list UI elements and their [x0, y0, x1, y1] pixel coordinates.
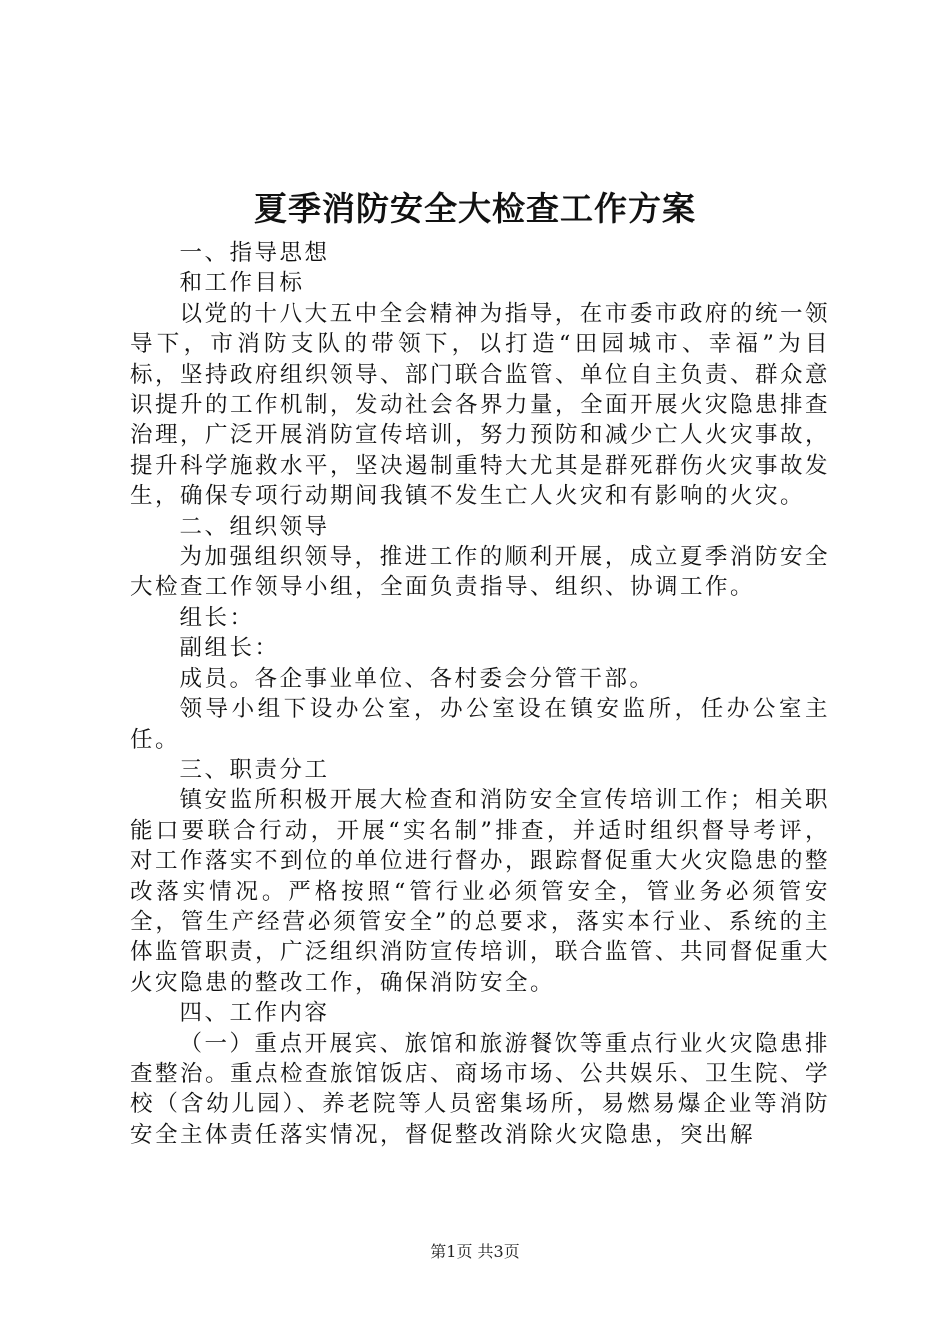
members-line: 成员。各企事业单位、各村委会分管干部。 [179, 665, 655, 692]
paragraph-organization: 为加强组织领导，推进工作的顺利开展，成立夏季消防安全大检查工作领导小组，全面负责指导、组织、协调工作。 [130, 544, 830, 601]
section-heading-2: 二、组织领导 [179, 513, 330, 540]
paragraph-responsibilities: 镇安监所积极开展大检查和消防安全宣传培训工作；相关职能口要联合行动，开展“实名制”排查，并适时组织督导考评，对工作落实不到位的单位进行督办，跟踪督促重大火灾隐患的整改落实情况。严格按照“管行业必须管安全，管业务必须管安全，管生产经营必须管安全”的总要求，落实本行业、系统的主体监管职责，广泛组织消防宣传培训，联合监管、共同督促重大火灾隐患的整改工作，确保消防安全。 [130, 787, 831, 996]
leader-line: 组长： [179, 604, 255, 631]
section-heading-4: 四、工作内容 [179, 1000, 330, 1027]
paragraph-work-content-1: （一）重点开展宾、旅馆和旅游餐饮等重点行业火灾隐患排查整治。重点检查旅馆饭店、商场市场、公共娱乐、卫生院、学校（含幼儿园）、养老院等人员密集场所，易燃易爆企业等消防安全主体责任落实情况，督促整改消除火灾隐患，突出解 [130, 1030, 831, 1148]
deputy-leader-line: 副组长： [179, 635, 280, 662]
section-heading-3: 三、职责分工 [179, 756, 330, 783]
document-body [130, 238, 830, 1150]
page-number: 第1页 共3页 [430, 1242, 520, 1261]
office-line: 领导小组下设办公室，办公室设在镇安监所，任办公室主任。 [130, 696, 830, 753]
section-heading-1: 一、指导思想 [179, 240, 330, 266]
section-heading-1-cont: 和工作目标 [179, 270, 305, 297]
paragraph-guiding-thought: 以党的十八大五中全会精神为指导，在市委市政府的统一领导下，市消防支队的带领下，以打造“田园城市、幸福”为目标，坚持政府组织领导、部门联合监管、单位自主负责、群众意识提升的工作机制，发动社会各界力量，全面开展火灾隐患排查治理，广泛开展消防宣传培训，努力预防和减少亡人火灾事故，提升科学施救水平，坚决遏制重特大尤其是群死群伤火灾事故发生，确保专项行动期间我镇不发生亡人火灾和有影响的火灾。 [130, 300, 831, 510]
document-title: 夏季消防安全大检查工作方案 [254, 189, 696, 228]
